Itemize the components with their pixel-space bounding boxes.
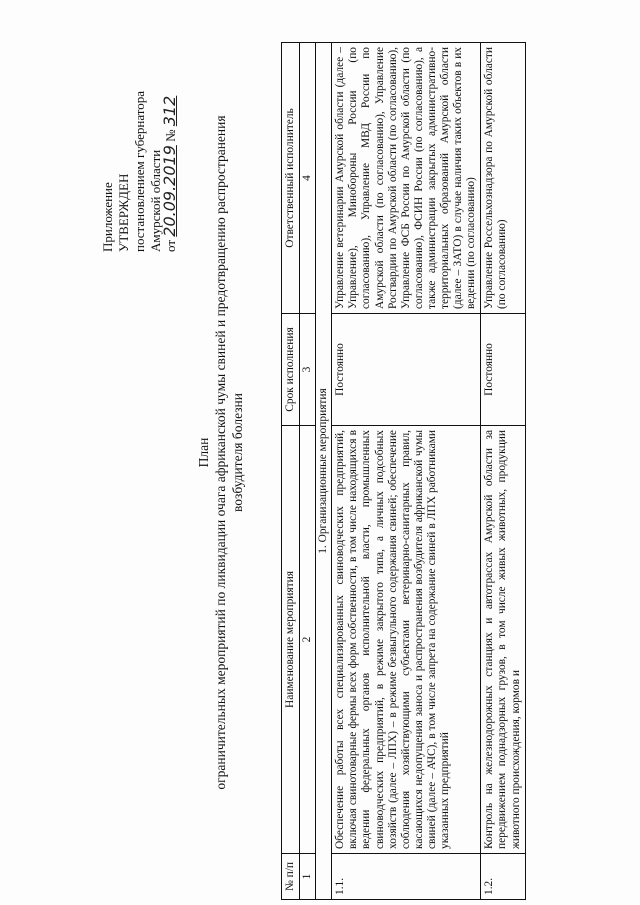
row-num: 1.1.	[332, 854, 481, 900]
date-prefix: от	[163, 239, 178, 252]
row-num: 1.2.	[481, 854, 525, 900]
row-term: Постоянно	[332, 314, 481, 426]
number-prefix: №	[163, 129, 178, 142]
col-number-3: 3	[300, 314, 316, 426]
row-term: Постоянно	[481, 314, 525, 426]
row-executor: Управление Россельхознадзора по Амурской области (по согласованию)	[481, 43, 525, 314]
handwritten-number: 312	[160, 95, 179, 127]
header-executor: Ответственный исполнитель	[282, 43, 300, 314]
column-number-row	[300, 43, 316, 900]
title-line-1: План	[196, 437, 211, 468]
approval-appendix: Приложение	[100, 182, 115, 252]
col-number-2: 2	[300, 426, 316, 854]
header-num: № п/п	[282, 854, 300, 900]
table-row	[332, 43, 481, 900]
title-line-3: возбудителя болезни	[230, 392, 245, 513]
section-row	[316, 43, 332, 900]
approval-date-line	[162, 96, 178, 252]
handwritten-date: 20.09.2019	[160, 145, 179, 237]
title-line-2: ограничительных мероприятий по ликвидации очага африканской чумы свиней и предотвращению распространения	[213, 115, 228, 790]
section-title: 1. Организационные мероприятия	[316, 43, 332, 900]
row-executor: Управление ветеринарии Амурской области (далее – Управление), Минобороны России (по согласованию), Управление МВД России по Амурской области (по согласованию), Управление Росгвардии по Амурской области (по согласованию), Управление ФСБ России по Амурской области (по согласованию), ФСИН России (по согласованию), а также администрации закрытых административно-территориальных образований Амурской области (далее – ЗАТО) в случае наличия таких объектов в их ведении (по согласованию)	[332, 43, 481, 314]
plan-title	[195, 0, 246, 905]
table-header-row	[282, 43, 300, 900]
approval-resolution: постановлением губернатора	[132, 90, 147, 252]
plan-table	[281, 42, 526, 900]
col-number-1: 1	[300, 854, 316, 900]
header-term: Срок исполнения	[282, 314, 300, 426]
approval-region: Амурской области	[148, 149, 163, 252]
table-row	[481, 43, 525, 900]
col-number-4: 4	[300, 43, 316, 314]
row-name: Обеспечение работы всех специализированных свиноводческих предприятий, включая свинотоварные фермы всех форм собственности, в том числе находящихся в ведении федеральных органов исполнительной власти, промышленных свиноводческих предприятий, в режиме закрытого типа, а личных подсобных хозяйств (далее – ЛПХ) – в режиме безвыгульного содержания свиней; обеспечение соблюдения хозяйствующими субъектами ветеринарно-санитарных правил, касающихся недопущения заноса и распространения возбудителя африканской чумы свиней (далее – АЧС), в том числе запрета на содержание свиней в ЛПХ работниками указанных предприятий	[332, 426, 481, 854]
row-name: Контроль на железнодорожных станциях и автотрассах Амурской области за передвижением поднадзорных грузов, в том числе живых животных, продукции животного происхождения, кормов и	[481, 426, 525, 854]
approval-approved: УТВЕРЖДЕН	[116, 173, 131, 252]
header-name: Наименование мероприятия	[282, 426, 300, 854]
